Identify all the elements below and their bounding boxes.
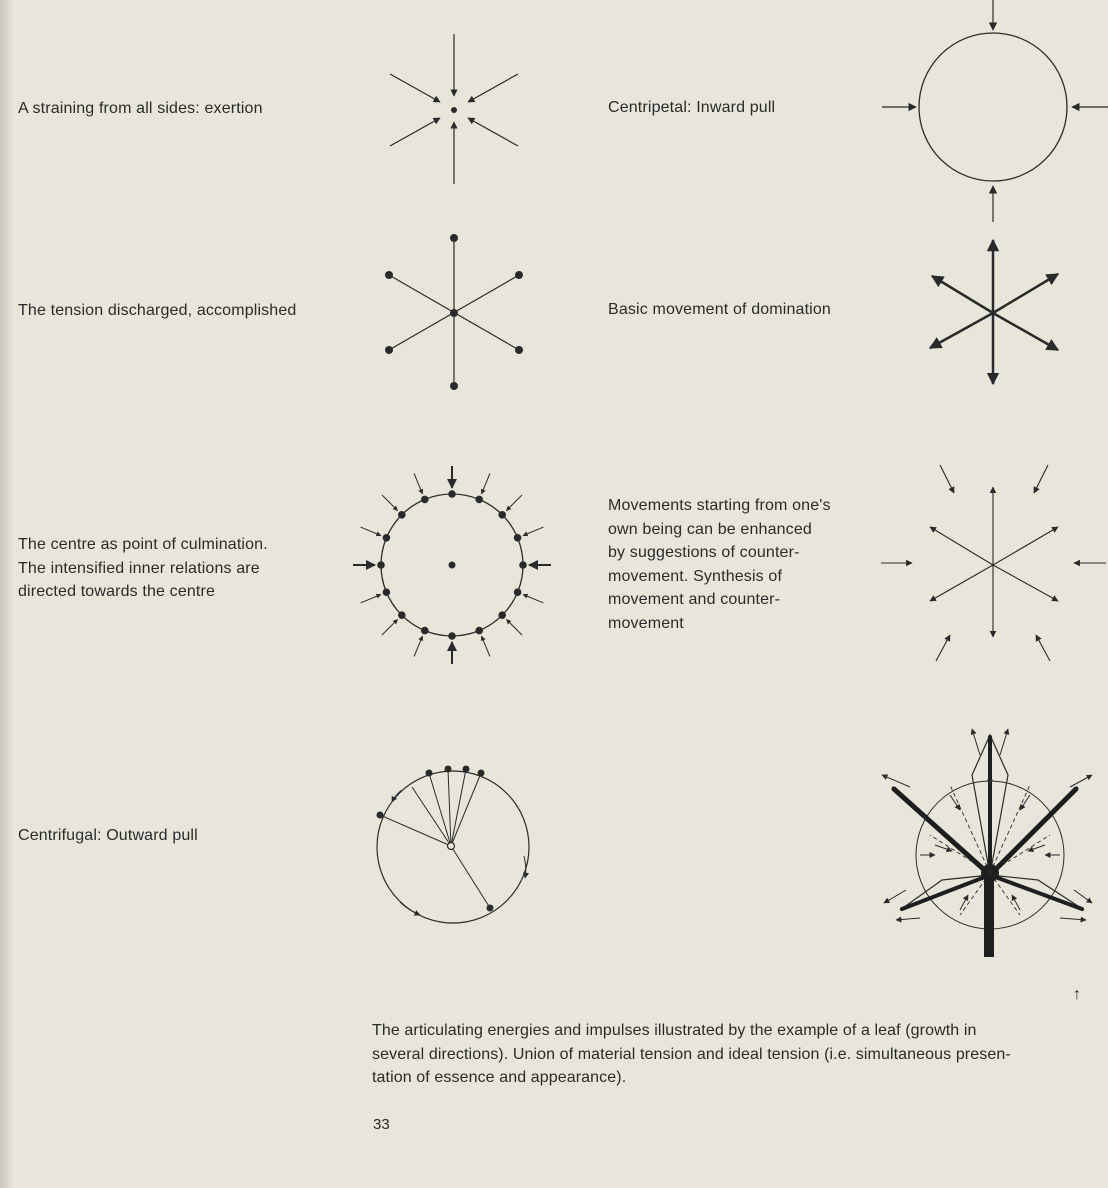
culmination-dot [377, 561, 385, 569]
caption-line: The articulating energies and impulses illustrated by the example of a leaf (growth in [372, 1022, 977, 1039]
caption-line: tation of essence and appearance). [372, 1069, 627, 1086]
culmination-dot [514, 588, 522, 596]
culmination-dot [383, 534, 391, 542]
culmination-dot [421, 627, 429, 635]
label-centrifugal: Centrifugal: Outward pull [18, 827, 198, 844]
centripetal-diagram [874, 0, 1108, 230]
label-counter-movement-line: Movements starting from one's [608, 497, 831, 514]
culmination-dot [383, 588, 391, 596]
culmination-dot [398, 511, 406, 519]
label-culmination [18, 533, 268, 604]
caption-marker-arrow-icon: ↑ [1073, 986, 1081, 1003]
label-exertion: A straining from all sides: exertion [18, 100, 263, 117]
culmination-arrow [414, 636, 422, 656]
label-culmination-line: The centre as point of culmination. [18, 536, 268, 553]
culmination-arrow [523, 595, 543, 603]
culmination-dot [514, 534, 522, 542]
culmination-dot [398, 611, 406, 619]
label-centripetal: Centripetal: Inward pull [608, 99, 776, 116]
culmination-arrow [361, 595, 381, 603]
tension-diagram [374, 230, 534, 396]
culmination-arrow [382, 495, 398, 511]
exertion-diagram [354, 20, 554, 200]
label-culmination-line: directed towards the centre [18, 583, 216, 600]
label-counter-movement [608, 494, 831, 635]
caption-line: several directions). Union of material tension and ideal tension (i.e. simultaneous presen- [372, 1045, 1011, 1063]
culmination-diagram [350, 460, 555, 670]
culmination-dot [448, 632, 456, 640]
leaf-caption [372, 1019, 1084, 1090]
label-counter-movement-line: movement and counter- [608, 591, 781, 608]
counter-movement-diagram [878, 455, 1108, 670]
culmination-arrow [506, 495, 522, 511]
centrifugal-diagram [370, 760, 540, 930]
culmination-dot [498, 511, 506, 519]
label-counter-movement-line: movement [608, 614, 684, 632]
culmination-arrow [361, 527, 381, 535]
label-counter-movement-line: own being can be enhanced [608, 520, 812, 538]
culmination-arrow [414, 474, 422, 494]
culmination-dot [475, 496, 483, 504]
culmination-arrow [523, 527, 543, 535]
page-edge-shadow [0, 0, 14, 1188]
label-counter-movement-line: by suggestions of counter- [608, 544, 800, 561]
culmination-dot [475, 627, 483, 635]
culmination-dot [421, 496, 429, 504]
culmination-dot [519, 561, 527, 569]
culmination-arrow [506, 619, 522, 635]
label-counter-movement-line: movement. Synthesis of [608, 567, 783, 585]
page-number: 33 [373, 1116, 390, 1133]
label-domination: Basic movement of domination [608, 301, 831, 318]
culmination-arrow [482, 636, 490, 656]
label-tension: The tension discharged, accomplished [18, 302, 297, 319]
leaf-diagram [880, 725, 1095, 960]
culmination-arrow [382, 619, 398, 635]
culmination-arrow [482, 474, 490, 494]
culmination-dot [448, 490, 456, 498]
domination-diagram [920, 230, 1070, 395]
culmination-dot [498, 611, 506, 619]
label-culmination-line: The intensified inner relations are [18, 559, 260, 577]
